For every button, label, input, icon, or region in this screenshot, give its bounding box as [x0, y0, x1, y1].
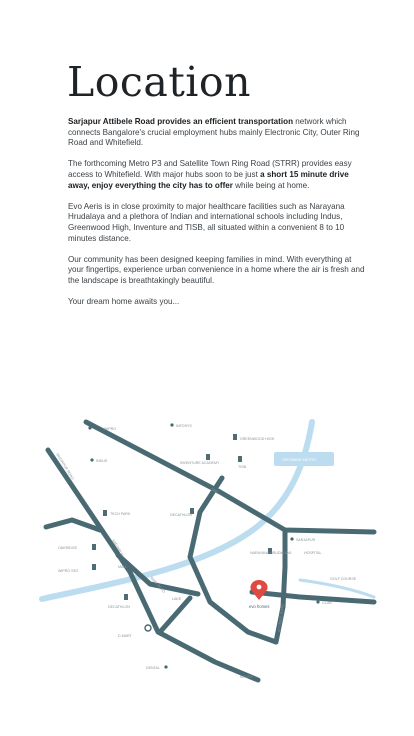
wipro-sez-icon — [92, 564, 96, 570]
label-road-a: SARJAPUR ROAD — [55, 452, 75, 481]
label-lake: LAKE — [172, 597, 182, 601]
location-map-svg — [0, 392, 414, 692]
label-metro: UPCOMING METRO — [282, 458, 316, 462]
label-road-c: ATTIBELE ROAD — [277, 603, 285, 633]
tech-park-icon — [103, 510, 107, 516]
sarjapur-dot — [290, 537, 293, 540]
label-sarjapur: SARJAPUR — [296, 538, 316, 542]
content-body — [68, 117, 368, 318]
indus-dot — [90, 458, 93, 461]
road-ring — [190, 478, 276, 642]
paragraph-metro-rest: while being at home. — [232, 180, 310, 190]
label-tech-park: TECH PARK — [110, 512, 131, 516]
label-inventure: INVENTURE ACADEMY — [180, 461, 220, 465]
dental-dot — [164, 665, 167, 668]
club-dot — [316, 600, 319, 603]
label-decathlon: DECATHLON — [170, 513, 192, 517]
label-dmart: D MART — [118, 634, 132, 638]
page-title: Location — [67, 58, 251, 106]
location-map — [0, 392, 414, 692]
infosys-dot — [170, 423, 173, 426]
label-mall: MALL — [118, 565, 128, 569]
label-club: CLUB — [322, 601, 332, 605]
river-branch — [300, 580, 374, 597]
paragraph-transport-highlight: Sarjapur Attibele Road provides an efficient transportation — [68, 117, 294, 126]
label-road-b: ORR — [209, 487, 219, 495]
location-pin-icon — [250, 580, 267, 600]
label-infosys: INFOSYS — [176, 424, 192, 428]
label-golf: GOLF COURSE — [330, 577, 357, 581]
label-oakridge: OAKRIDGE — [58, 546, 77, 550]
paragraph-transport-rest: network which connects Bangalore's crucial employment hubs mainly Electronic City, Outer Ring Road and Whitefield. — [68, 117, 360, 148]
oakridge-icon — [92, 544, 96, 550]
label-dental: DENTAL — [146, 666, 160, 670]
tisb-icon — [238, 456, 242, 462]
location-pin-center — [257, 585, 262, 590]
label-wipro-sez: WIPRO SEZ — [58, 569, 79, 573]
label-evo-homes: evo homes — [249, 604, 270, 609]
decathlon2-icon — [124, 594, 128, 600]
paragraph-healthcare: Evo Aeris is in close proximity to major healthcare facilities such as Narayana Hrudalaya and a plethora of Indian and international schools including Indus, Greenwood High, Inventure and TISB, all situated within a convenient 8 to 10 minutes distance. — [68, 201, 345, 243]
wipro-dot — [88, 426, 91, 429]
label-tisb: TISB — [238, 465, 246, 469]
paragraph-metro-lead: The forthcoming Metro P3 and Satellite Town Ring Road (STRR) provides easy access to Whitefield. With major hubs soon to be just — [68, 159, 352, 179]
paragraph-transport — [68, 117, 368, 149]
label-ring: RING ROAD — [149, 575, 166, 594]
road-north-south — [48, 450, 258, 680]
dmart-ring — [145, 625, 151, 631]
label-wipro: WIPRO — [104, 427, 117, 431]
label-hospital: HOSPITAL — [304, 551, 322, 555]
paragraph-closing: Your dream home awaits you... — [68, 297, 180, 307]
label-indus: INDUS — [96, 459, 108, 463]
road-west-branch — [46, 520, 100, 530]
paragraph-metro — [68, 159, 368, 191]
paragraph-metro-highlight: a short 15 minute drive away, enjoy everything the city has to offer — [68, 169, 349, 190]
label-greenwood: GREENWOOD HIGH — [240, 437, 275, 441]
label-road-d: SARJAPUR — [111, 538, 125, 558]
greenwood-icon — [233, 434, 237, 440]
paragraph-community: Our community has been designed keeping families in mind. With everything at your fingertips, experience urban convenience in a home where the air is fresh and the landscape is breathtakingly beautiful. — [68, 254, 365, 285]
inventure-icon — [206, 454, 210, 460]
label-decathlon2: DECATHLON — [108, 605, 130, 609]
road-south-link — [160, 598, 190, 632]
label-south: SOUTH — [240, 675, 253, 679]
label-narayana: NARAYANA HRUDALAYA — [250, 551, 292, 555]
river-path — [42, 422, 312, 599]
road-sarjapur-east — [252, 592, 374, 602]
map-labels — [55, 423, 357, 679]
